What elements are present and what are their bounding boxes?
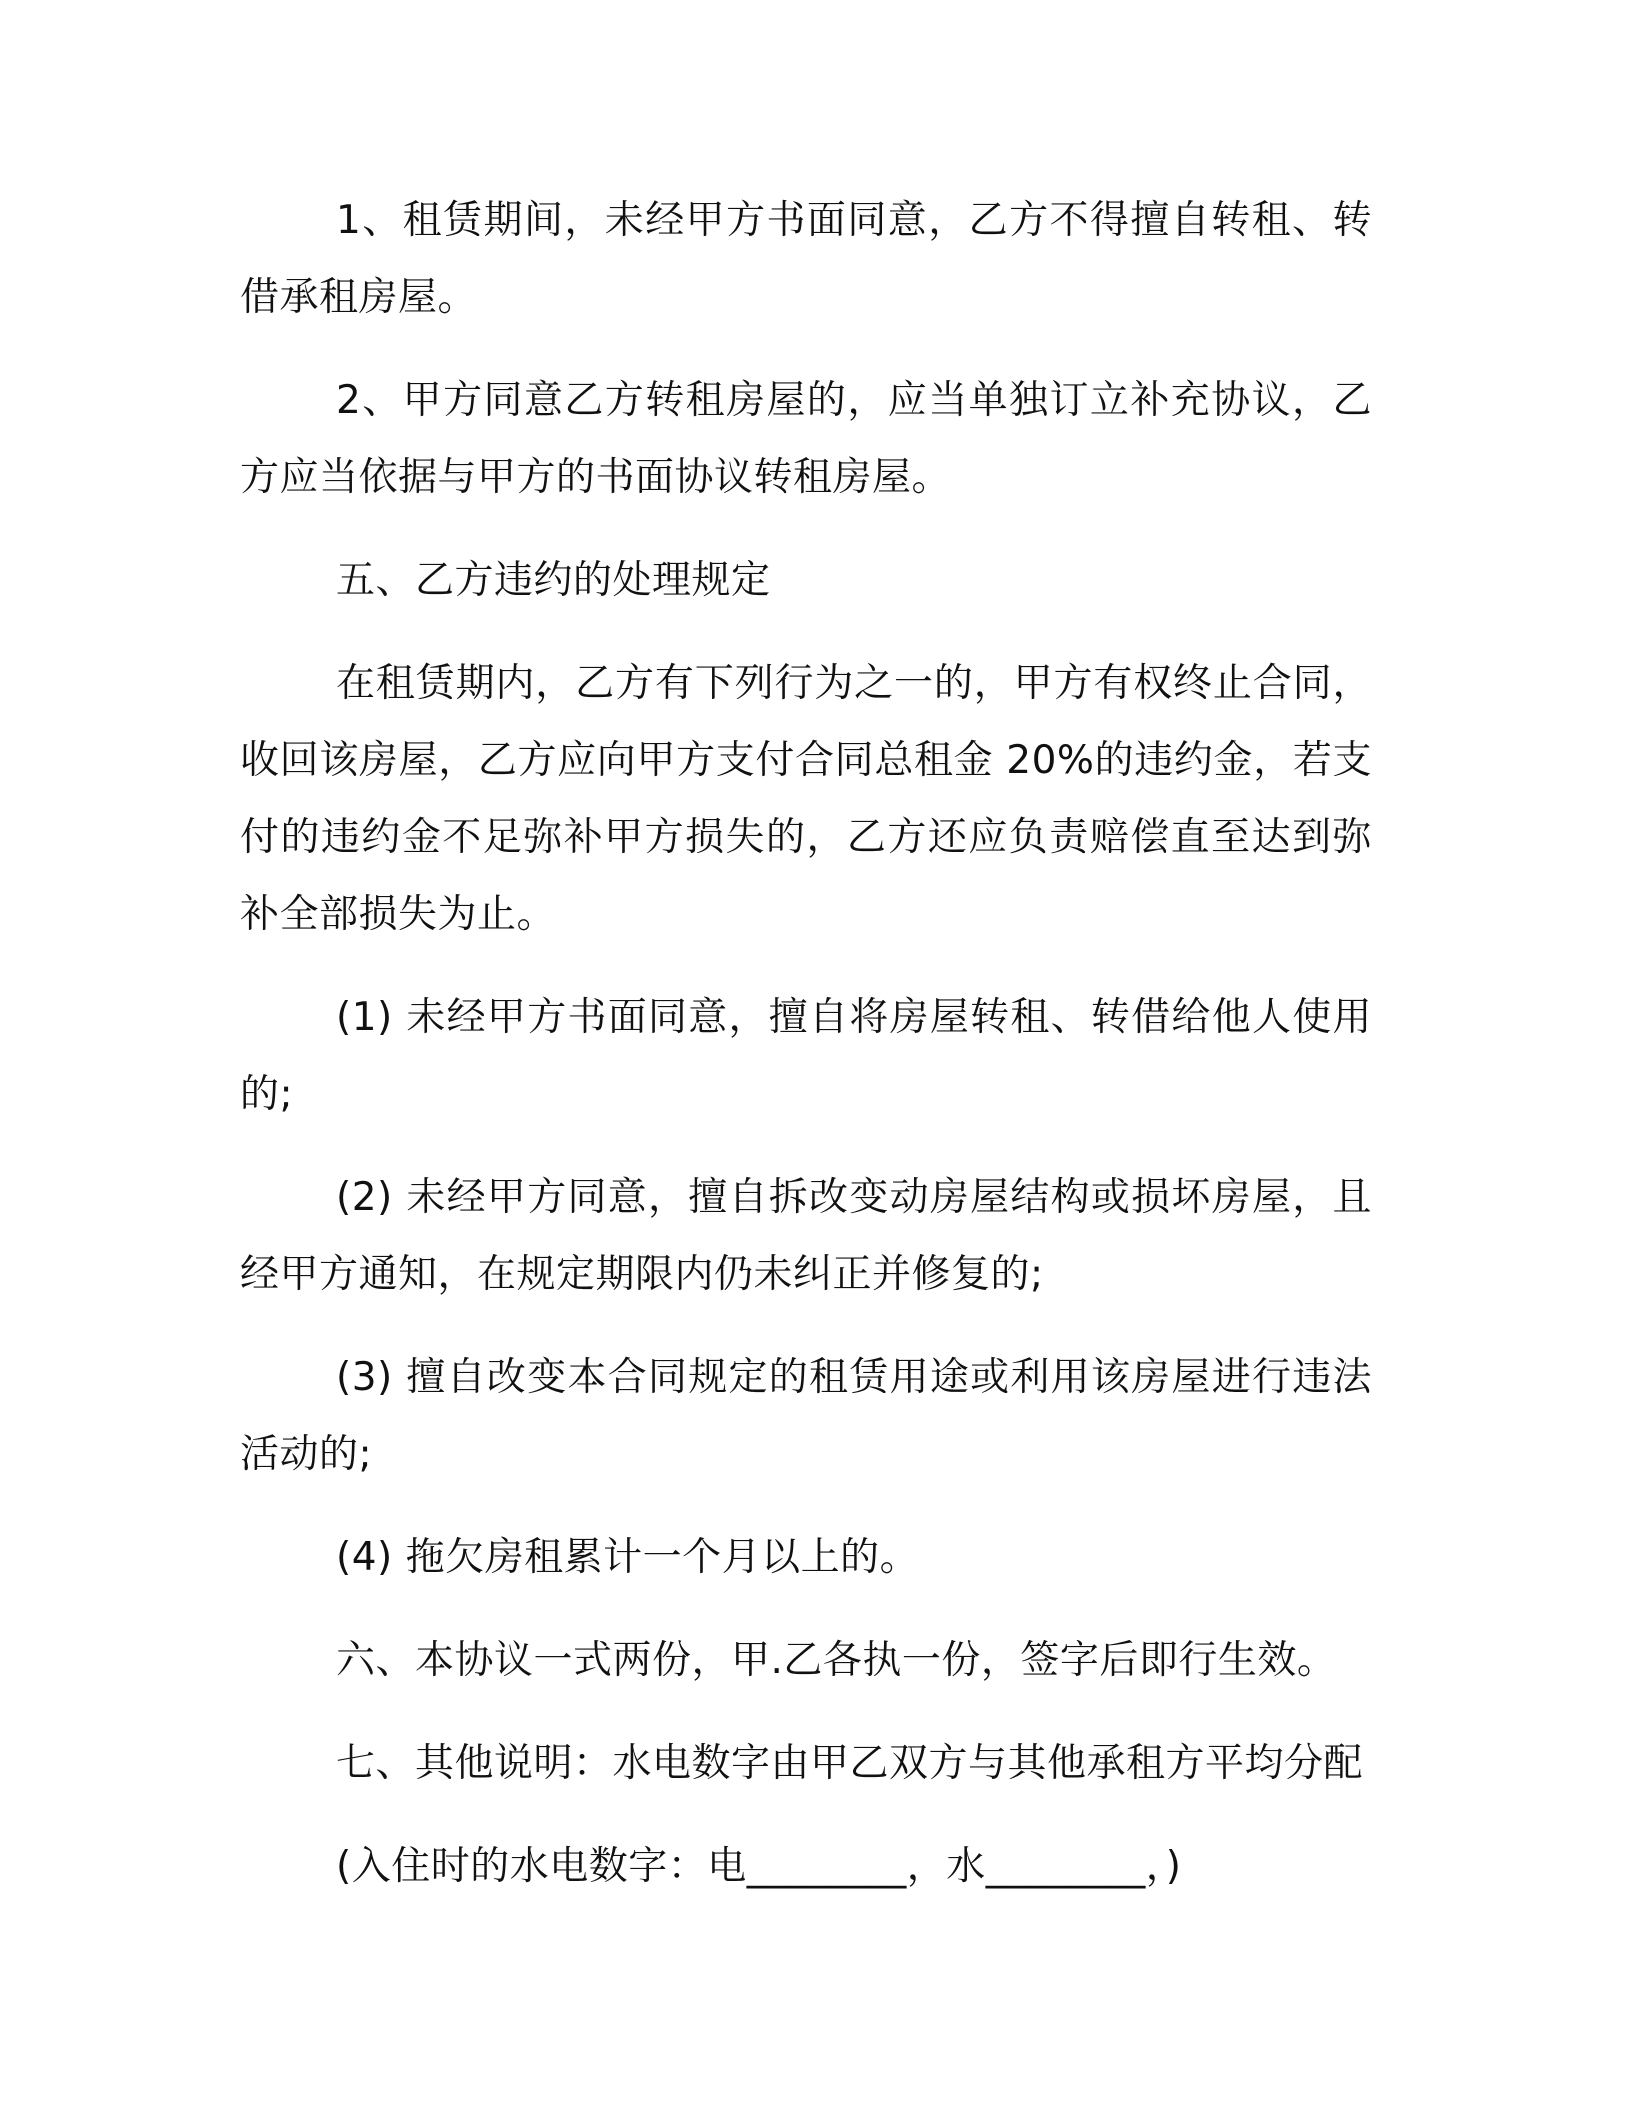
clause-1-sublease-consent: 1、租赁期间，未经甲方书面同意，乙方不得擅自转租、转借承租房屋。 bbox=[240, 198, 1372, 320]
breach-item-1: (1) 未经甲方书面同意，擅自将房屋转租、转借给他人使用的; bbox=[240, 995, 1372, 1117]
section-7-other-notes: 七、其他说明：水电数字由甲乙双方与其他承租方平均分配 bbox=[336, 1741, 1364, 1786]
clause-2-sublease-agreement: 2、甲方同意乙方转租房屋的，应当单独订立补充协议，乙方应当依据与甲方的书面协议转租房屋。 bbox=[240, 378, 1372, 500]
section-5-intro: 在租赁期内，乙方有下列行为之一的，甲方有权终止合同，收回该房屋，乙方应向甲方支付合同总租金 20%的违约金，若支付的违约金不足弥补甲方损失的，乙方还应负责赔偿直至达到弥补全部损失为止。 bbox=[240, 661, 1372, 937]
section-5-heading: 五、乙方违约的处理规定 bbox=[336, 558, 771, 603]
section-6-copies: 六、本协议一式两份，甲.乙各执一份，签字后即行生效。 bbox=[336, 1638, 1337, 1683]
breach-item-3: (3) 擅自改变本合同规定的租赁用途或利用该房屋进行违法活动的; bbox=[240, 1355, 1372, 1477]
breach-item-2: (2) 未经甲方同意，擅自拆改变动房屋结构或损坏房屋，且经甲方通知，在规定期限内仍未纠正并修复的; bbox=[240, 1175, 1372, 1297]
document-body bbox=[240, 182, 1372, 1931]
breach-item-4: (4) 拖欠房租累计一个月以上的。 bbox=[336, 1535, 920, 1580]
utility-readings-line: (入住时的水电数字：电________，水________，) bbox=[336, 1844, 1182, 1889]
